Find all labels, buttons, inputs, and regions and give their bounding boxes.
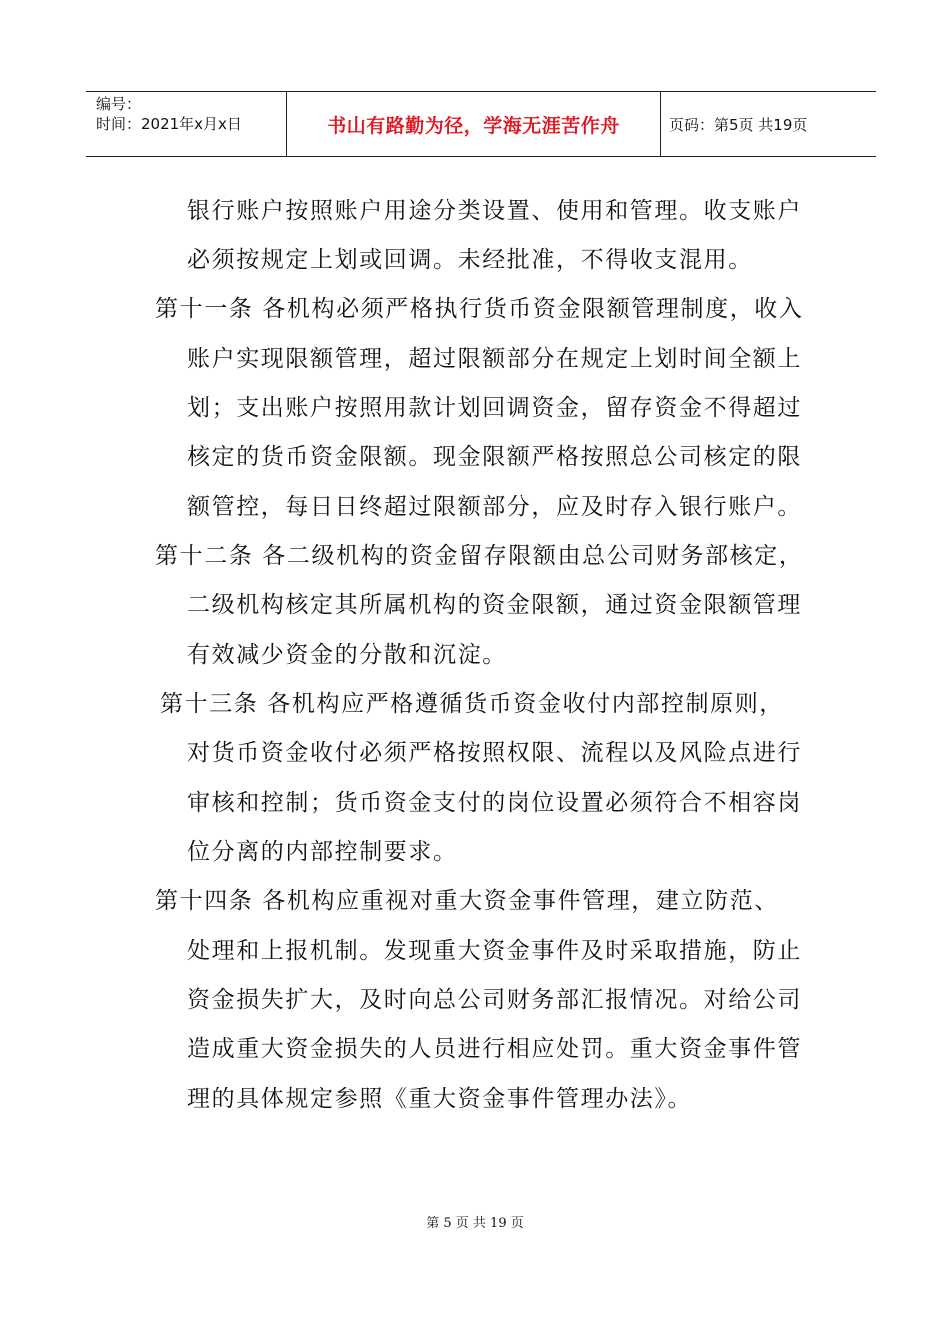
document-time: 时间：2021年x月x日 (96, 115, 242, 133)
body-line: 有效减少资金的分散和沉淀。 (187, 642, 507, 668)
header-motto: 书山有路勤为径，学海无涯苦作舟 (327, 114, 620, 137)
header-meta-cell (86, 92, 287, 156)
body-line: 账户实现限额管理，超过限额部分在规定上划时间全额上 (187, 346, 802, 372)
article-13-heading-line: 第十三条 各机构应严格遵循货币资金收付内部控制原则， (160, 691, 784, 717)
header-page-info: 页码：第5页 共19页 (669, 115, 808, 134)
document-header (86, 91, 876, 157)
body-line: 必须按规定上划或回调。未经批准，不得收支混用。 (187, 247, 753, 273)
article-11-heading-line: 第十一条 各机构必须严格执行货币资金限额管理制度，收入 (155, 296, 804, 322)
body-line: 理的具体规定参照《重大资金事件管理办法》。 (187, 1086, 693, 1112)
body-line: 划；支出账户按照用款计划回调资金，留存资金不得超过 (187, 395, 802, 421)
body-line: 核定的货币资金限额。现金限额严格按照总公司核定的限 (187, 444, 802, 470)
document-number-label: 编号： (96, 95, 142, 113)
body-line: 造成重大资金损失的人员进行相应处罚。重大资金事件管 (187, 1036, 802, 1062)
body-line: 银行账户按照账户用途分类设置、使用和管理。收支账户 (187, 198, 802, 224)
body-line: 位分离的内部控制要求。 (187, 839, 458, 865)
article-12-heading-line: 第十二条 各二级机构的资金留存限额由总公司财务部核定， (155, 543, 804, 569)
header-motto-cell (287, 92, 661, 156)
body-line: 资金损失扩大，及时向总公司财务部汇报情况。对给公司 (187, 987, 802, 1013)
body-line: 处理和上报机制。发现重大资金事件及时采取措施，防止 (187, 938, 802, 964)
body-line: 审核和控制；货币资金支付的岗位设置必须符合不相容岗 (187, 790, 802, 816)
page-footer: 第 5 页 共 19 页 (426, 1216, 524, 1231)
body-line: 额管控，每日日终超过限额部分，应及时存入银行账户。 (187, 494, 802, 520)
header-page-cell (661, 92, 876, 156)
body-line: 二级机构核定其所属机构的资金限额，通过资金限额管理 (187, 592, 802, 618)
body-line: 对货币资金收付必须严格按照权限、流程以及风险点进行 (187, 740, 802, 766)
article-14-heading-line: 第十四条 各机构应重视对重大资金事件管理，建立防范、 (155, 888, 779, 914)
